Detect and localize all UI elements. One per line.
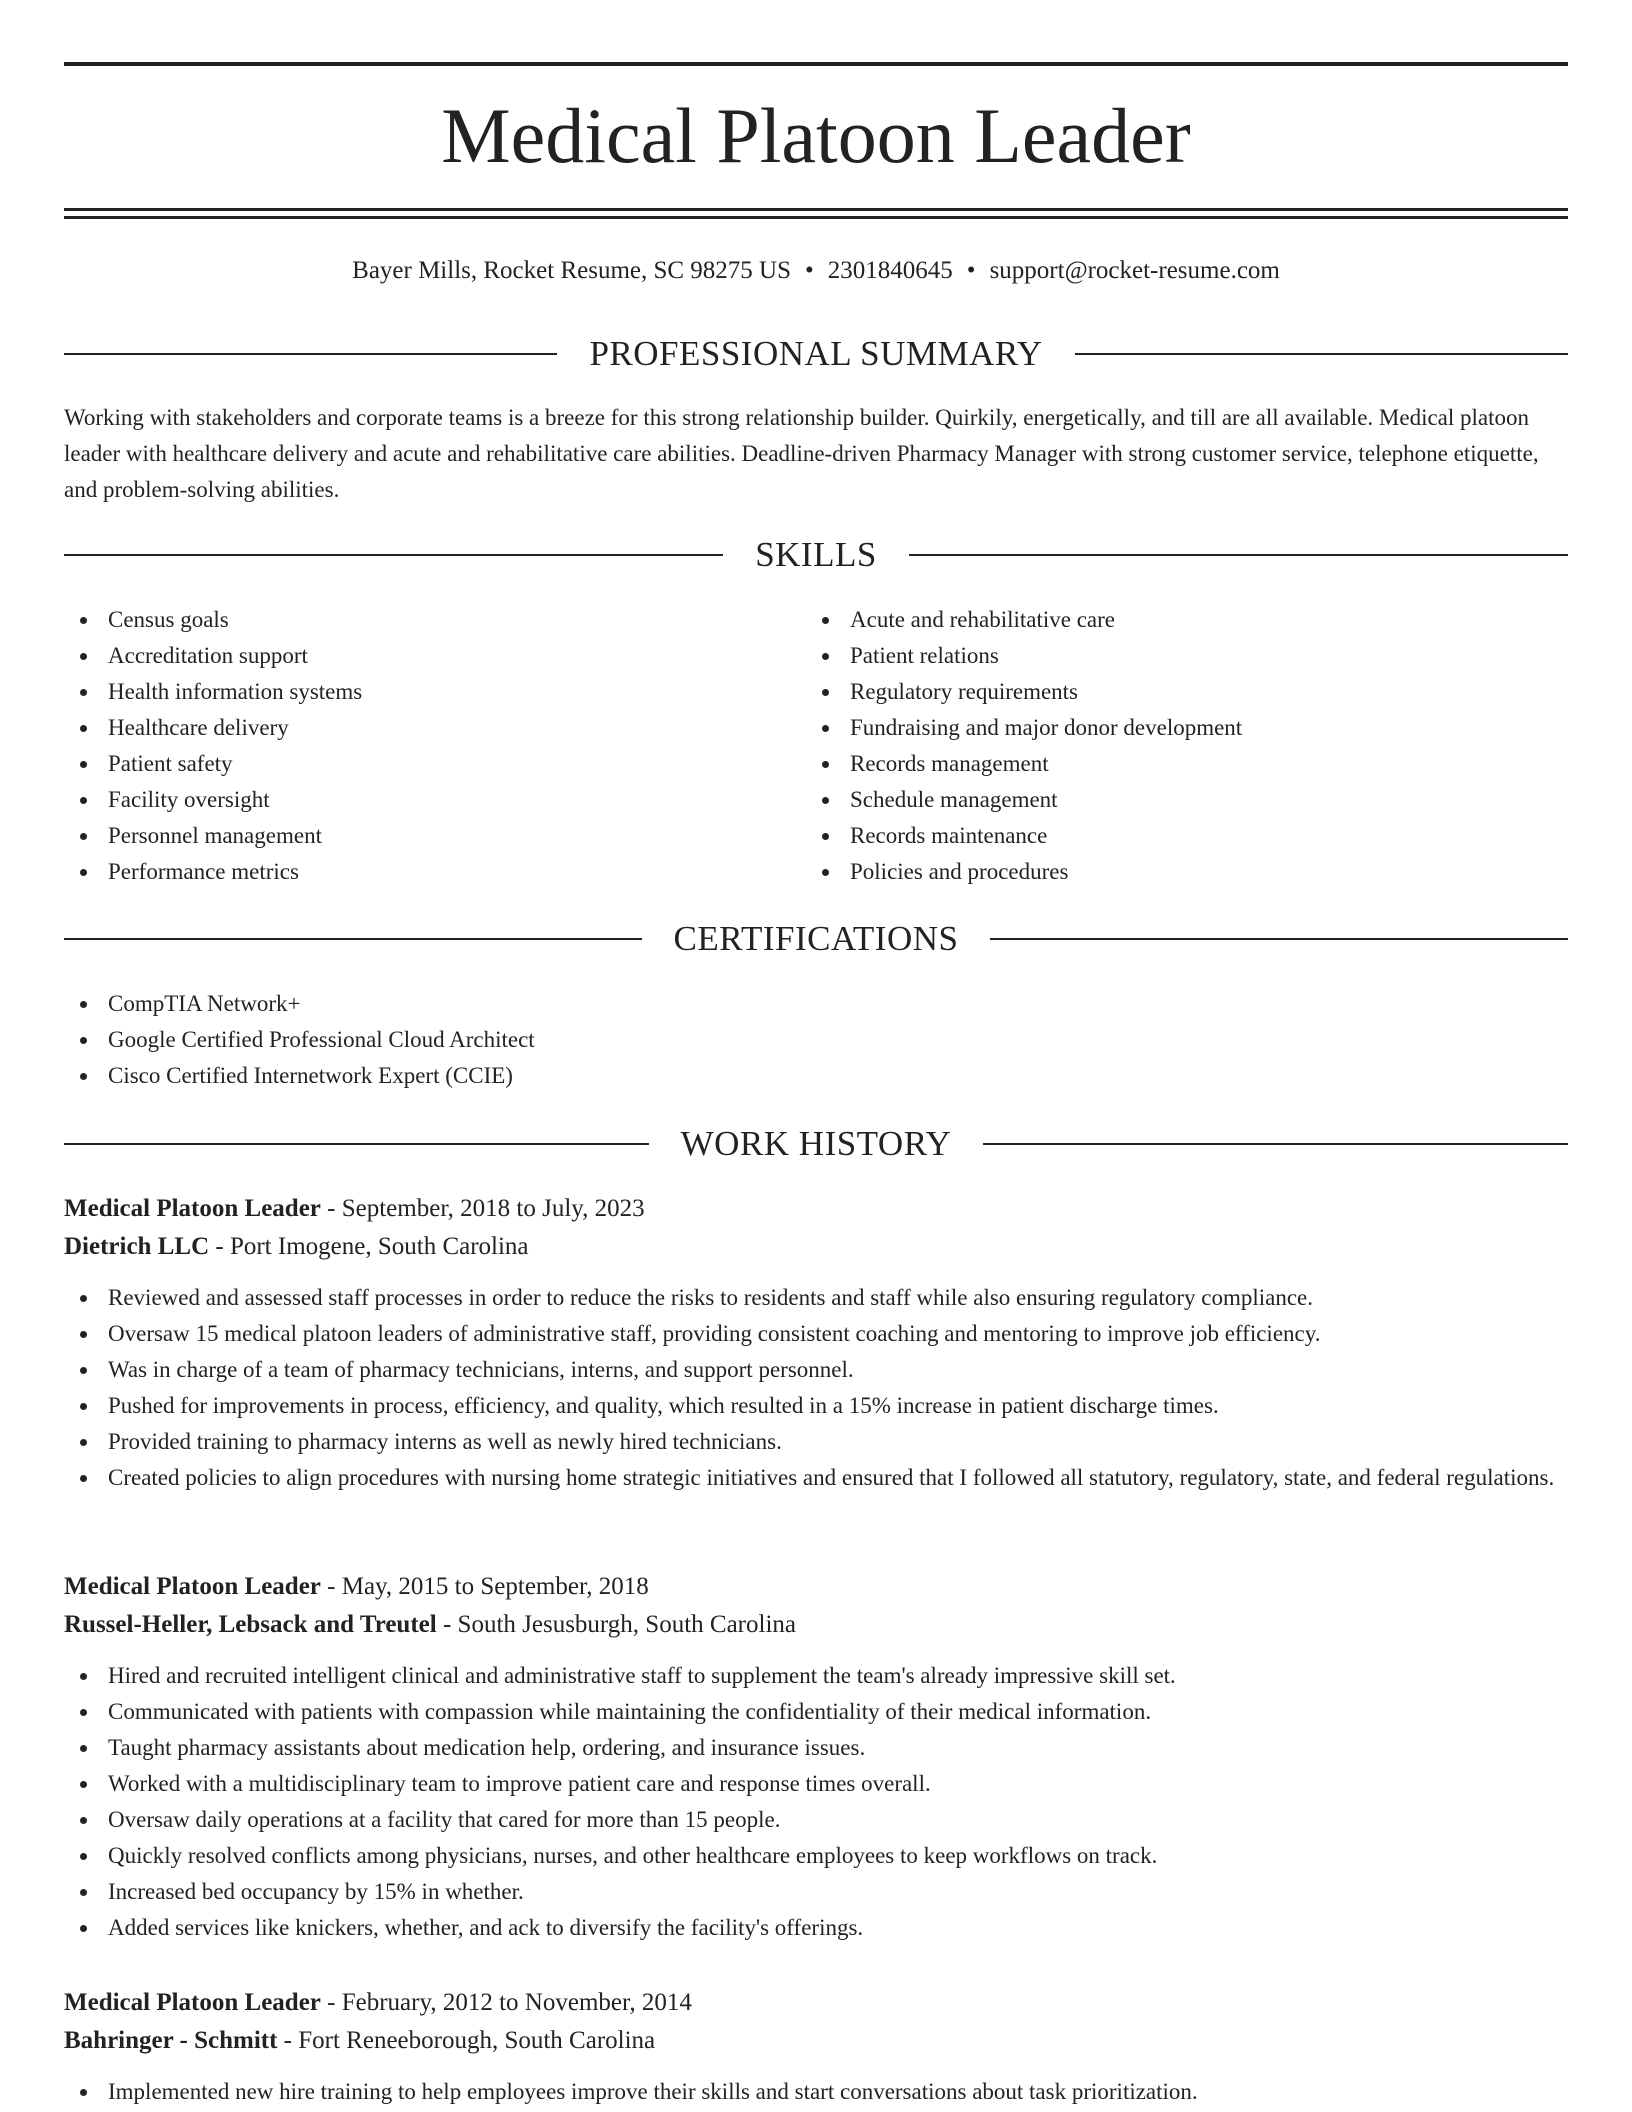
- heading-rule: [990, 938, 1568, 940]
- job-dates: - September, 2018 to July, 2023: [320, 1195, 645, 1222]
- contact-line: [64, 254, 1568, 288]
- top-rule: [64, 62, 1568, 66]
- job-bullet: Increased bed occupancy by 15% in whether.: [64, 1874, 1568, 1910]
- skill-item: Census goals: [64, 602, 804, 638]
- certification-item: Cisco Certified Internetwork Expert (CCIE): [64, 1058, 1568, 1094]
- skills-list-right: [806, 602, 1568, 890]
- job-bullet: Oversaw 15 medical platoon leaders of administrative staff, providing consistent coaching and mentoring to improve job efficiency.: [64, 1316, 1568, 1352]
- job-title: Medical Platoon Leader: [64, 1573, 321, 1600]
- header-rule-lower: [64, 216, 1568, 219]
- heading-rule: [64, 1143, 649, 1145]
- section-heading-summary: [64, 332, 1568, 376]
- skill-item: Patient safety: [64, 746, 804, 782]
- job-company: Bahringer - Schmitt: [64, 2027, 278, 2054]
- skill-item: Records management: [806, 746, 1568, 782]
- contact-phone: 2301840645: [827, 257, 953, 284]
- professional-summary-text: Working with stakeholders and corporate teams is a breeze for this strong relationship builder. Quirkily, energetically, and till are all available. Medical platoon leader with healthcare delivery and acute and rehabilitative care abilities. Deadline-driven Pharmacy Manager with strong customer service, telephone etiquette, and problem-solving abilities.: [64, 405, 1539, 502]
- job-bullet: Worked with a multidisciplinary team to improve patient care and response times overall.: [64, 1766, 1568, 1802]
- skill-item: Personnel management: [64, 818, 804, 854]
- job-role-line: [64, 1190, 1568, 1228]
- heading-rule: [64, 938, 642, 940]
- resume-name: Medical Platoon Leader: [441, 92, 1191, 179]
- job-bullet: Communicated with patients with compassion while maintaining the confidentiality of their medical information.: [64, 1694, 1568, 1730]
- skill-item: Records maintenance: [806, 818, 1568, 854]
- heading-rule: [1075, 353, 1568, 355]
- skill-item: Health information systems: [64, 674, 804, 710]
- job-bullet: Quickly resolved conflicts among physicians, nurses, and other healthcare employees to keep workflows on track.: [64, 1838, 1568, 1874]
- heading-rule: [909, 554, 1568, 556]
- skill-item: Acute and rehabilitative care: [806, 602, 1568, 638]
- job-company: Russel-Heller, Lebsack and Treutel: [64, 1611, 437, 1638]
- job-bullet: Taught pharmacy assistants about medication help, ordering, and insurance issues.: [64, 1730, 1568, 1766]
- job-bullet: Hired and recruited intelligent clinical and administrative staff to supplement the team's already impressive skill set.: [64, 1658, 1568, 1694]
- heading-rule: [64, 554, 723, 556]
- contact-email[interactable]: support@rocket-resume.com: [989, 257, 1280, 284]
- job-bullet: Oversaw daily operations at a facility that cared for more than 15 people.: [64, 1802, 1568, 1838]
- job-location: - Fort Reneeborough, South Carolina: [277, 2027, 656, 2054]
- job-bullet: Provided training to pharmacy interns as well as newly hired technicians.: [64, 1424, 1568, 1460]
- job-bullets: [64, 1658, 1568, 1946]
- job-company-line: [64, 2022, 1568, 2060]
- skill-item: Policies and procedures: [806, 854, 1568, 890]
- certification-item: Google Certified Professional Cloud Architect: [64, 1022, 1568, 1058]
- job-entry: [64, 1984, 1568, 2110]
- job-bullets: [64, 1280, 1568, 1496]
- job-bullet: Created policies to align procedures with nursing home strategic initiatives and ensured that I followed all statutory, regulatory, state, and federal regulations.: [64, 1460, 1568, 1496]
- job-bullet: Implemented new hire training to help employees improve their skills and start conversations about task prioritization.: [64, 2074, 1568, 2110]
- skill-item: Facility oversight: [64, 782, 804, 818]
- skill-item: Fundraising and major donor development: [806, 710, 1568, 746]
- certification-item: CompTIA Network+: [64, 986, 1568, 1022]
- heading-rule: [64, 353, 557, 355]
- job-role-line: [64, 1984, 1568, 2022]
- skill-item: Patient relations: [806, 638, 1568, 674]
- section-title: PROFESSIONAL SUMMARY: [589, 334, 1043, 373]
- section-title: SKILLS: [755, 535, 877, 574]
- heading-rule: [983, 1143, 1568, 1145]
- skills-list-left: [64, 602, 804, 890]
- contact-address: Bayer Mills, Rocket Resume, SC 98275 US: [352, 257, 792, 284]
- job-dates: - February, 2012 to November, 2014: [320, 1989, 692, 2016]
- job-company-line: [64, 1606, 1568, 1644]
- job-role-line: [64, 1568, 1568, 1606]
- job-dates: - May, 2015 to September, 2018: [320, 1573, 649, 1600]
- job-company-line: [64, 1228, 1568, 1266]
- contact-separator: •: [966, 257, 976, 284]
- job-bullet: Reviewed and assessed staff processes in order to reduce the risks to residents and staff while also ensuring regulatory compliance.: [64, 1280, 1568, 1316]
- certifications-list: [64, 986, 1568, 1094]
- job-bullet: Was in charge of a team of pharmacy technicians, interns, and support personnel.: [64, 1352, 1568, 1388]
- skill-item: Healthcare delivery: [64, 710, 804, 746]
- section-title: WORK HISTORY: [680, 1124, 952, 1163]
- header-rule-upper: [64, 208, 1568, 211]
- job-location: - South Jesusburgh, South Carolina: [436, 1611, 796, 1638]
- job-location: - Port Imogene, South Carolina: [209, 1233, 529, 1260]
- section-title: CERTIFICATIONS: [673, 919, 959, 958]
- job-bullets: [64, 2074, 1568, 2110]
- job-entry: [64, 1190, 1568, 1496]
- skill-item: Performance metrics: [64, 854, 804, 890]
- section-heading-work-history: [64, 1122, 1568, 1166]
- job-bullet: Added services like knickers, whether, and ack to diversify the facility's offerings.: [64, 1910, 1568, 1946]
- job-title: Medical Platoon Leader: [64, 1989, 321, 2016]
- job-title: Medical Platoon Leader: [64, 1195, 321, 1222]
- section-heading-certifications: [64, 917, 1568, 961]
- skill-item: Accreditation support: [64, 638, 804, 674]
- contact-separator: •: [805, 257, 814, 284]
- skill-item: Schedule management: [806, 782, 1568, 818]
- job-entry: [64, 1568, 1568, 1946]
- skill-item: Regulatory requirements: [806, 674, 1568, 710]
- job-company: Dietrich LLC: [64, 1233, 210, 1260]
- section-heading-skills: [64, 533, 1568, 577]
- job-bullet: Pushed for improvements in process, efficiency, and quality, which resulted in a 15% increase in patient discharge times.: [64, 1388, 1568, 1424]
